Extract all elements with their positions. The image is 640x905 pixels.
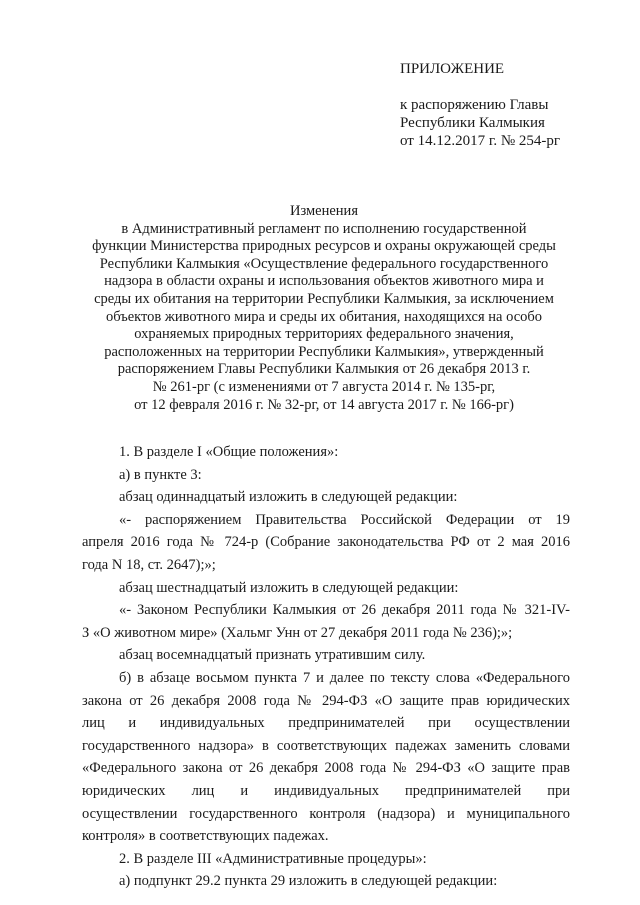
appendix-line: Республики Калмыкия bbox=[400, 115, 545, 131]
paragraph-government-order bbox=[82, 509, 570, 577]
text-line: «- распоряжением Правительства Российской Федерации от 19 bbox=[119, 511, 570, 528]
paragraph-18th-abzac: абзац восемнадцатый признать утратившим силу. bbox=[119, 647, 426, 664]
text-line: осуществлении государственного контроля (надзора) и муниципального bbox=[82, 805, 570, 822]
appendix-label: ПРИЛОЖЕНИЕ bbox=[400, 61, 505, 77]
text-line: закона от 26 декабря 2008 года № 294-ФЗ «О защите прав юридических bbox=[82, 692, 570, 709]
title-line: надзора в области охраны и использования объектов животного мира и bbox=[104, 273, 544, 290]
paragraph-section-3: 2. В разделе III «Административные процедуры»: bbox=[119, 850, 427, 867]
appendix-line: от 14.12.2017 г. № 254-рг bbox=[400, 133, 561, 149]
text-line: «Федерального закона от 26 декабря 2008 года № 294-ФЗ «О защите прав bbox=[82, 760, 570, 777]
appendix-line: к распоряжению Главы bbox=[400, 97, 549, 113]
paragraph-item-a: а) в пункте 3: bbox=[119, 466, 202, 483]
text-line: юридических лиц и индивидуальных предпринимателей при bbox=[82, 782, 570, 799]
text-line: апреля 2016 года № 724-р (Собрание законодательства РФ от 2 мая 2016 bbox=[82, 534, 570, 551]
paragraph-item-b bbox=[82, 667, 570, 848]
text-line: года N 18, ст. 2647);»; bbox=[82, 556, 216, 573]
title-line: в Административный регламент по исполнению государственной bbox=[121, 220, 527, 237]
text-line: б) в абзаце восьмом пункта 7 и далее по тексту слова «Федерального bbox=[119, 669, 570, 686]
title-line: функции Министерства природных ресурсов и охраны окружающей среды bbox=[92, 238, 556, 255]
text-line: государственного надзора» в соответствующих падежах заменить словами bbox=[82, 737, 570, 754]
title-line: объектов животного мира и среды их обитания, находящихся на особо bbox=[105, 308, 543, 325]
paragraph-subitem-29-2: а) подпункт 29.2 пункта 29 изложить в следующей редакции: bbox=[119, 873, 498, 890]
title-line: среды их обитания на территории Республики Калмыкия, за исключением bbox=[94, 290, 554, 307]
text-line: лиц и индивидуальных предпринимателей при осуществлении bbox=[82, 715, 570, 732]
title-line: Республики Калмыкия «Осуществление федерального государственного bbox=[99, 255, 549, 272]
text-line: З «О животном мире» (Хальмг Унн от 27 декабря 2011 года № 236);»; bbox=[82, 624, 513, 641]
appendix-block bbox=[400, 60, 560, 150]
text-line: контроля» в соответствующих падежах. bbox=[82, 828, 329, 845]
paragraph-11th-abzac: абзац одиннадцатый изложить в следующей редакции: bbox=[119, 489, 458, 506]
title-line: № 261-рг (с изменениями от 7 августа 2014 г. № 135-рг, bbox=[152, 378, 496, 395]
paragraph-section-1: 1. В разделе I «Общие положения»: bbox=[119, 444, 339, 460]
paragraph-republic-law bbox=[82, 599, 570, 644]
title-line: расположенных на территории Республики Калмыкия», утвержденный bbox=[104, 343, 544, 360]
title-line: охраняемых природных территориях федерального значения, bbox=[134, 326, 514, 343]
title-line: распоряжением Главы Республики Калмыкия от 26 декабря 2013 г. bbox=[117, 361, 531, 378]
document-title bbox=[80, 203, 568, 414]
title-line: от 12 февраля 2016 г. № 32-рг, от 14 августа 2017 г. № 166-рг) bbox=[134, 396, 514, 413]
text-line: «- Законом Республики Калмыкия от 26 декабря 2011 года № 321-IV- bbox=[119, 602, 570, 619]
paragraph-16th-abzac: абзац шестнадцатый изложить в следующей редакции: bbox=[119, 579, 459, 596]
title-heading: Изменения bbox=[290, 203, 358, 219]
document-body bbox=[82, 441, 570, 893]
